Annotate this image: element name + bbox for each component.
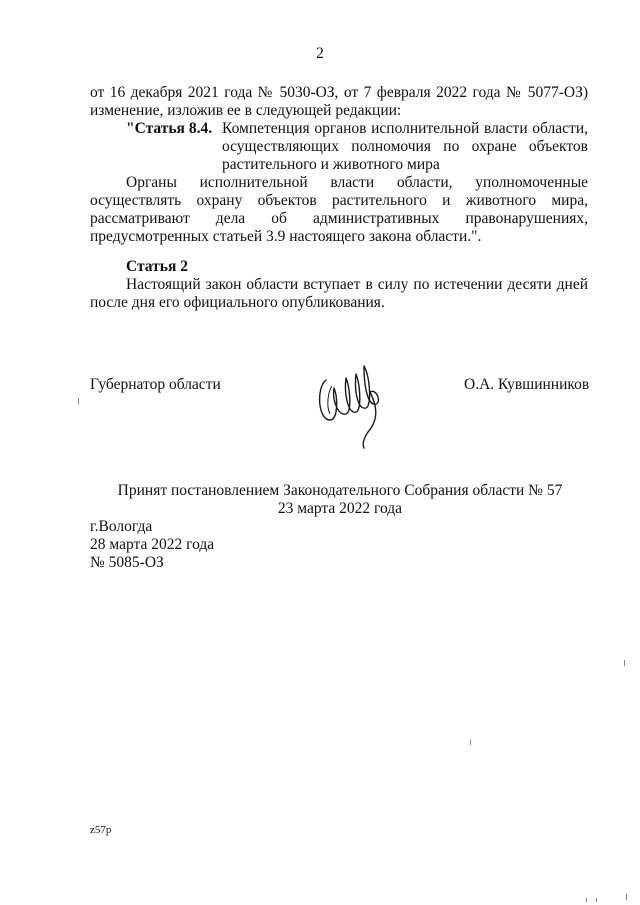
scan-mark [626,894,627,900]
handwritten-signature [312,358,390,450]
scan-mark [78,398,79,404]
scan-mark [624,660,625,666]
article-8-4-title-line2: осуществляющих полномочия по охране объектов [222,138,588,155]
para1-line2: изменение, изложив ее в следующей редакции: [90,102,402,119]
para2-line3: рассматривают дела об административных правонарушениях, [90,210,588,227]
para2-line4: предусмотренных статьей 3.9 настоящего закона области.". [90,228,482,245]
governor-title: Губернатор области [90,376,221,393]
governor-name: О.А. Кувшинников [464,376,590,393]
adoption-line1: Принят постановлением Законодательного Собрания области № 57 [117,482,563,499]
scan-mark [586,898,587,902]
scan-mark [596,898,597,902]
law-number: № 5085-ОЗ [90,554,164,571]
article-2-line1: Настоящий закон области вступает в силу по истечении десяти дней [126,276,588,293]
footer-code: z57p [90,824,112,836]
adoption-line2: 23 марта 2022 года [277,500,403,517]
city: г.Вологда [90,518,153,535]
para2-line1: Органы исполнительной власти области, уполномоченные [126,174,588,191]
article-8-4-label: "Статья 8.4. [126,120,213,137]
page-number: 2 [316,45,324,62]
para1-line1: от 16 декабря 2021 года № 5030-ОЗ, от 7 февраля 2022 года № 5077-ОЗ) [90,84,588,101]
signing-date: 28 марта 2022 года [90,536,215,553]
article-8-4-title-line1: Компетенция органов исполнительной власти области, [222,120,588,137]
scan-mark [470,740,471,745]
para2-line2: осуществлять охрану объектов растительного и животного мира, [90,192,588,209]
article-2-line2: после дня его официального опубликования. [90,294,385,311]
article-2-heading: Статья 2 [126,258,188,275]
article-8-4-title-line3: растительного и животного мира [222,156,440,173]
